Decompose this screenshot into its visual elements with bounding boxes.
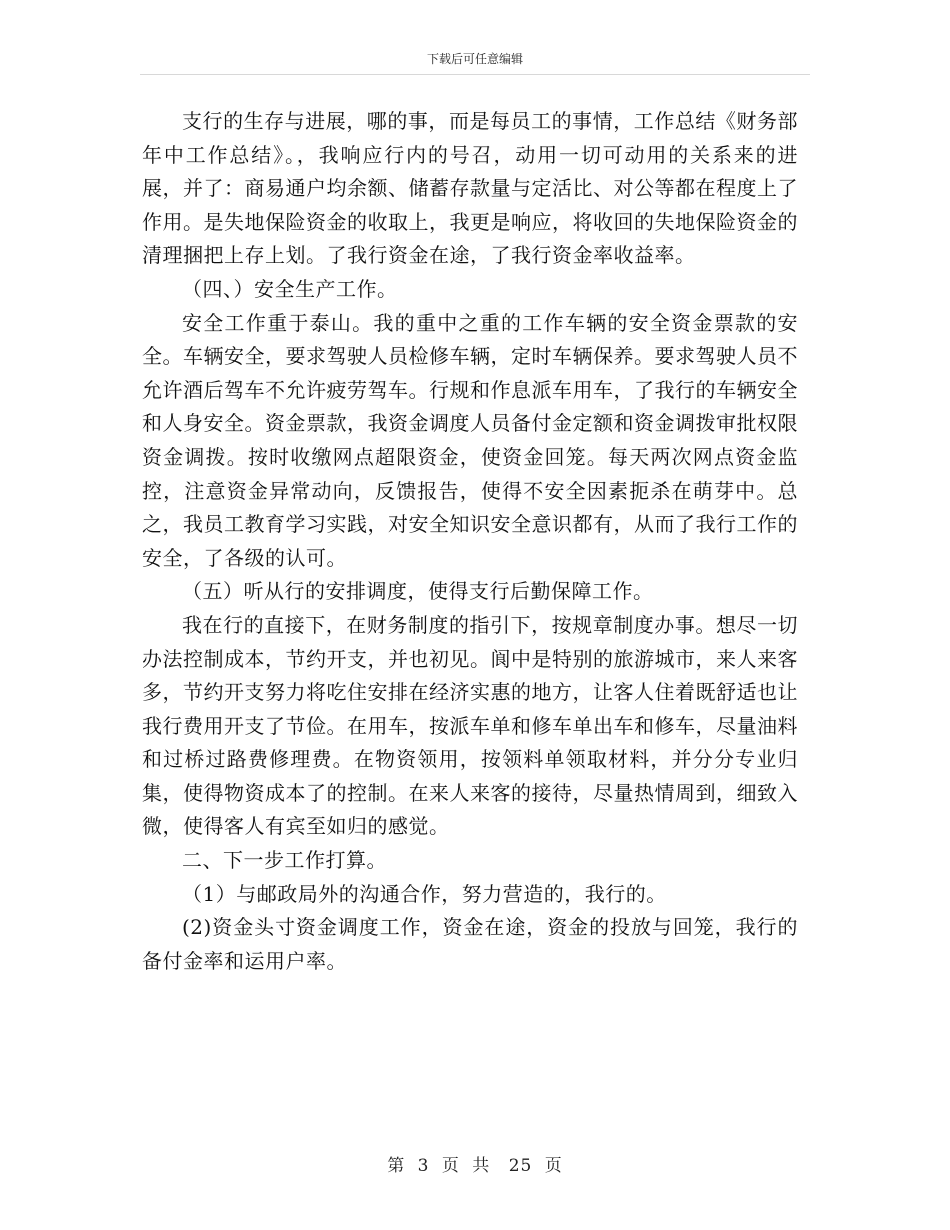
page-header: 下载后可任意编辑 (426, 52, 523, 66)
section-heading-next-plan: 二、下一步工作打算。 (182, 848, 387, 873)
section-heading-safety: （四、）安全生产工作。 (182, 276, 398, 301)
document-body (142, 105, 798, 978)
paragraph-safety-work: 安全工作重于泰山。我的重中之重的工作车辆的安全资金票款的安全。车辆安全，要求驾驶人员检修车辆，定时车辆保养。要求驾驶人员不允许酒后驾车不允许疲劳驾车。行规和作息派车用车，了我行的车辆安全和人身安全。资金票款，我资金调度人员备付金定额和资金调拨审批权限资金调拨。按时收缴网点超限资金，使资金回笼。每天两次网点资金监控，注意资金异常动向，反馈报告，使得不安全因素扼杀在萌芽中。总之，我员工教育学习实践，对安全知识安全意识都有，从而了我行工作的安全，了各级的认可。 (142, 310, 798, 570)
total-prefix: 共 (472, 1156, 491, 1176)
plan-item-2: (2)资金头寸资金调度工作，资金在途，资金的投放与回笼，我行的备付金率和运用户率。 (142, 915, 798, 973)
paragraph-capital-work: 支行的生存与进展，哪的事，而是每员工的事情，工作总结《财务部年中工作总结》。，我响应行内的号召，动用一切可动用的关系来的进展，并了：商易通户均余额、储蓄存款量与定活比、对公等都在程度上了作用。是失地保险资金的收取上，我更是响应，将收回的失地保险资金的清理捆把上存上划。了我行资金在途，了我行资金率收益率。 (142, 109, 798, 268)
total-label: 页 (544, 1156, 563, 1176)
header-divider (140, 74, 810, 75)
total-pages-number: 25 (508, 1156, 533, 1176)
paragraph-logistics-work: 我在行的直接下，在财务制度的指引下，按规章制度办事。想尽一切办法控制成本，节约开支，并也初见。阆中是特别的旅游城市，来人来客多，节约开支努力将吃住安排在经济实惠的地方，让客人住着既舒适也让我行费用开支了节俭。在用车，按派车单和修车单出车和修车，尽量油料和过桥过路费修理费。在物资领用，按领料单领取材料，并分分专业归集，使得物资成本了的控制。在来人来客的接待，尽量热情周到，细致入微，使得客人有宾至如归的感觉。 (142, 612, 798, 839)
plan-item-1: （1）与邮政局外的沟通合作，努力营造的，我行的。 (182, 881, 667, 906)
page-footer (0, 1155, 950, 1177)
section-heading-logistics: （五）听从行的安排调度，使得支行后勤保障工作。 (182, 579, 654, 604)
current-page-number: 3 (417, 1156, 430, 1176)
page-label: 页 (441, 1156, 460, 1176)
page-prefix: 第 (387, 1156, 406, 1176)
